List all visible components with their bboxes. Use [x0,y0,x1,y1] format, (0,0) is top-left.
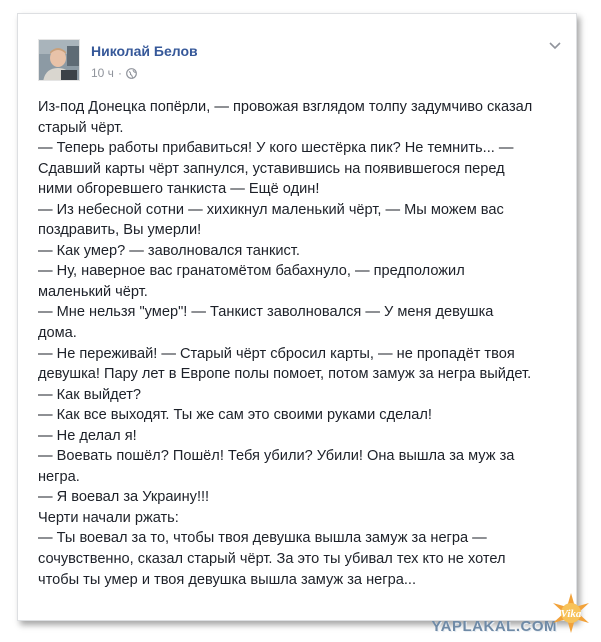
post-line: старый чёрт. [38,119,124,136]
post-line: ними обгоревшего танкиста — Ещё один! [38,181,320,198]
globe-icon [126,68,137,79]
post-line: — Как все выходят. Ты же сам это своими руками сделал! [38,407,432,424]
post-line: — Не переживай! — Старый чёрт сбросил карты, — не пропадёт твоя [38,345,515,362]
vika-logo [547,589,595,637]
post-line: — Я воевал за Украину!!! [38,489,210,506]
post-line: — Мне нельзя "умер"! — Танкист заволновался — У меня девушка [38,304,494,321]
logo-text: Vika [560,608,582,620]
post-line: — Ну, наверное вас гранатомётом бабахнуло, — предположил [38,263,465,280]
post-line: — Не делал я! [38,427,137,444]
chevron-down-icon[interactable] [548,39,562,51]
post-line: — Воевать пошёл? Пошёл! Тебя убили? Убили! Она вышла за муж за [38,448,515,465]
post-line: — Из небесной сотни — хихикнул маленький чёрт, — Мы можем вас [38,201,504,218]
post-line: чтобы ты умер и твоя девушка вышла замуж за негра... [38,571,416,588]
post-line: маленький чёрт. [38,283,148,300]
facebook-post-card [17,13,577,621]
post-line: дома. [38,325,77,342]
post-line: Сдавший карты чёрт запнулся, уставившись на появившегося перед [38,160,505,177]
timestamp[interactable]: 10 ч [91,66,114,80]
post-line: поздравить, Вы умерли! [38,222,202,239]
post-line: Черти начали ржать: [38,509,179,526]
post-line: — Теперь работы прибавиться! У кого шестёрка пик? Не темнить... — [38,140,514,157]
avatar[interactable] [38,39,80,81]
watermark-site: YAPLAKAL.COM [431,618,557,635]
post-meta [91,66,137,80]
post-line: негра. [38,468,80,485]
post-line: — Ты воевал за то, чтобы твоя девушка вышла замуж за негра — [38,530,487,547]
post-text [38,97,562,590]
post-line: — Как умер? — заволновался танкист. [38,242,300,259]
post-line: сочувственно, сказал старый чёрт. За это ты убивал тех кто не хотел [38,551,506,568]
author-name[interactable]: Николай Белов [91,43,198,59]
post-line: Из-под Донецка попёрли, — провожая взглядом толпу задумчиво сказал [38,99,533,115]
post-line: — Как выйдет? [38,386,142,403]
watermark [432,589,595,637]
post-line: девушка! Пару лет в Европе полы помоет, потом замуж за негра выйдет. [38,366,532,383]
meta-separator: · [117,66,122,80]
post-header [38,39,566,89]
